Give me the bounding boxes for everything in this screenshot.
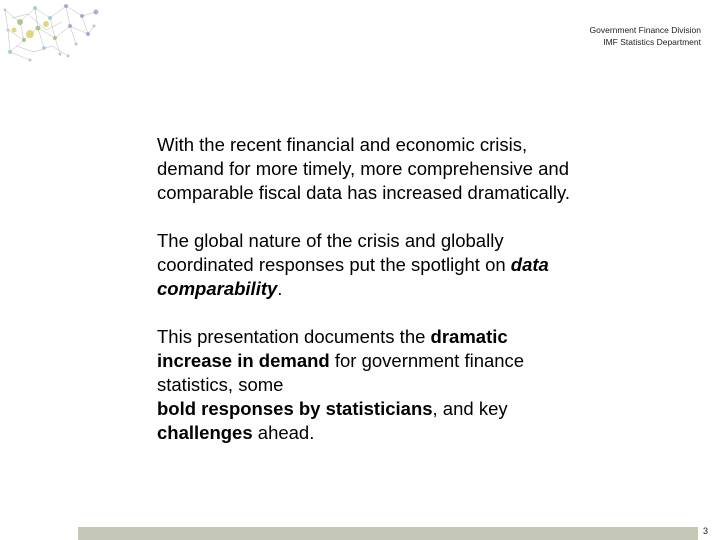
paragraph-3-e: , and key: [432, 398, 508, 419]
paragraph-3-a: This presentation documents the: [157, 326, 431, 347]
paragraph-3-bold-2: bold responses by statisticians: [157, 398, 433, 419]
paragraph-1: [157, 133, 587, 205]
header-division: Government Finance Division: [589, 25, 701, 35]
paragraph-3-g: ahead.: [252, 422, 315, 443]
paragraph-2: [157, 229, 587, 301]
paragraph-2-emphasis: data comparability: [157, 254, 549, 299]
slide-body: [157, 133, 587, 469]
footer-bar: [78, 527, 698, 540]
paragraph-3-bold-1: dramatic increase in demand: [157, 326, 508, 371]
paragraph-3: [157, 325, 587, 445]
paragraph-3-bold-3: challenges: [157, 422, 253, 443]
paragraph-3-c: for government finance statistics, some: [157, 350, 525, 395]
header: [590, 24, 702, 48]
header-department: IMF Statistics Department: [603, 37, 701, 47]
network-logo: [0, 0, 112, 70]
page-number: 3: [702, 526, 708, 536]
paragraph-2-suffix: .: [277, 278, 283, 299]
paragraph-2-prefix: The global nature of the crisis and globally coordinated responses put the spotlight on: [157, 230, 511, 275]
paragraph-1-text: With the recent financial and economic crisis, demand for more timely, more comprehensive and comparable fiscal data has increased dramatically.: [157, 134, 571, 203]
